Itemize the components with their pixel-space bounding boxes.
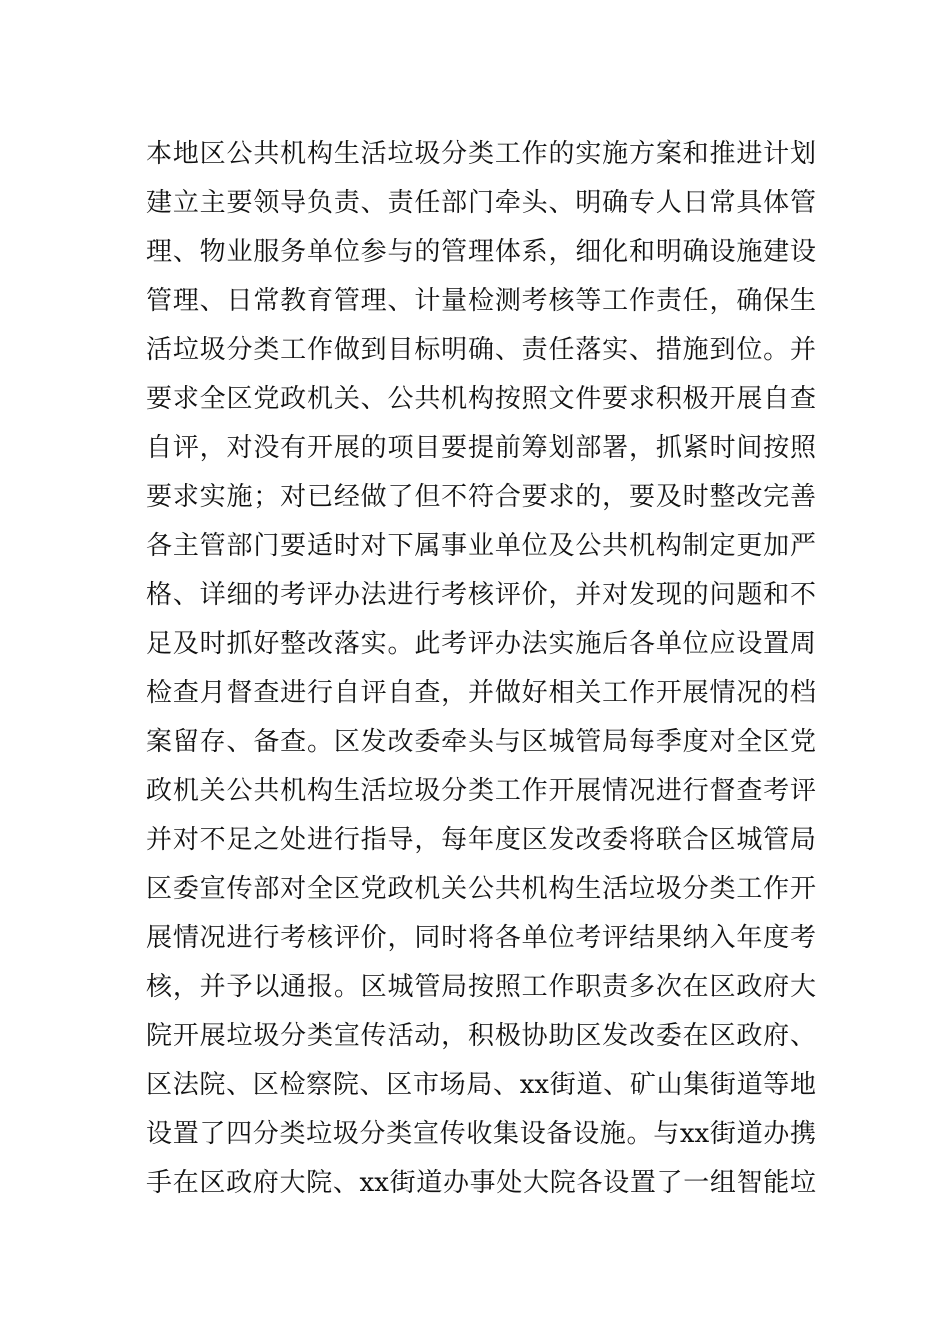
text-line: 要求全区党政机关、公共机构按照文件要求积极开展自查: [146, 384, 816, 414]
text-line: 核，并予以通报。区城管局按照工作职责多次在区政府大: [146, 972, 816, 1002]
text-line: 自评，对没有开展的项目要提前筹划部署，抓紧时间按照: [146, 433, 816, 463]
text-line: 手在区政府大院、xx街道办事处大院各设置了一组智能垃: [146, 1168, 816, 1198]
text-line: 要求实施；对已经做了但不符合要求的，要及时整改完善: [146, 482, 816, 512]
text-line: 管理、日常教育管理、计量检测考核等工作责任，确保生: [146, 286, 816, 316]
text-line: 展情况进行考核评价，同时将各单位考评结果纳入年度考: [146, 923, 816, 953]
text-line: 理、物业服务单位参与的管理体系，细化和明确设施建设: [146, 237, 816, 267]
text-line: 区委宣传部对全区党政机关公共机构生活垃圾分类工作开: [146, 874, 816, 904]
text-line: 格、详细的考评办法进行考核评价，并对发现的问题和不: [146, 580, 816, 610]
text-line: 本地区公共机构生活垃圾分类工作的实施方案和推进计划: [146, 139, 816, 169]
text-line: 院开展垃圾分类宣传活动，积极协助区发改委在区政府、: [146, 1021, 816, 1051]
text-line: 设置了四分类垃圾分类宣传收集设备设施。与xx街道办携: [146, 1119, 816, 1149]
text-line: 建立主要领导负责、责任部门牵头、明确专人日常具体管: [146, 188, 816, 218]
text-line: 区法院、区检察院、区市场局、xx街道、矿山集街道等地: [146, 1070, 816, 1100]
text-line: 检查月督查进行自评自查，并做好相关工作开展情况的档: [146, 678, 816, 708]
text-line: 案留存、备查。区发改委牵头与区城管局每季度对全区党: [146, 727, 816, 757]
text-line: 活垃圾分类工作做到目标明确、责任落实、措施到位。并: [146, 335, 816, 365]
text-line: 政机关公共机构生活垃圾分类工作开展情况进行督查考评: [146, 776, 816, 806]
text-line: 足及时抓好整改落实。此考评办法实施后各单位应设置周: [146, 629, 816, 659]
text-line: 并对不足之处进行指导，每年度区发改委将联合区城管局: [146, 825, 816, 855]
body-text: [146, 130, 816, 1208]
text-line: 各主管部门要适时对下属事业单位及公共机构制定更加严: [146, 531, 816, 561]
